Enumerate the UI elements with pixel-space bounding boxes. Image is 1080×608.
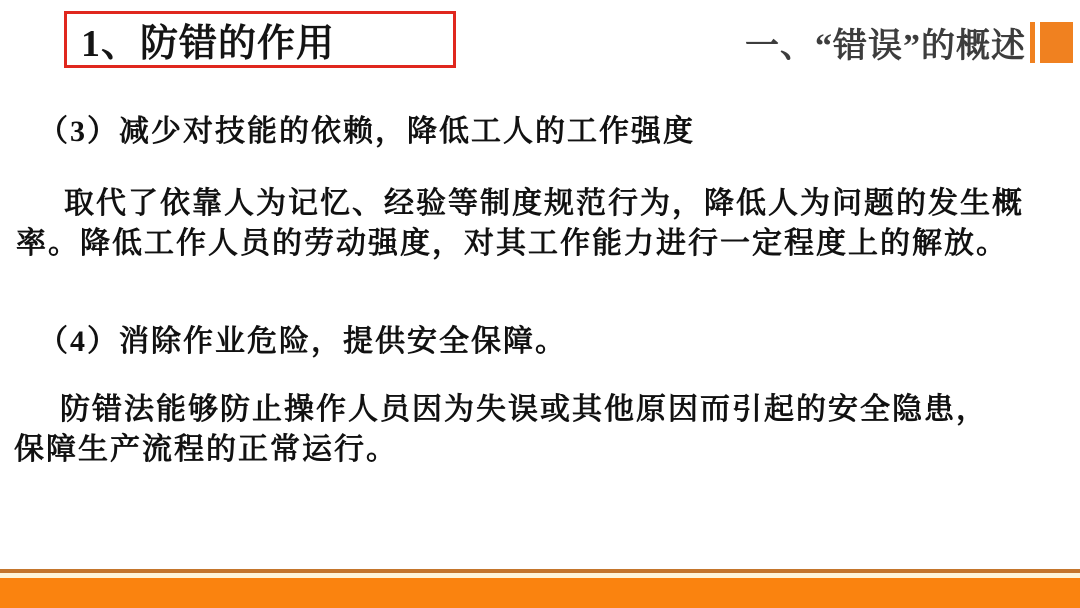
paragraph-2 [14,390,988,470]
paragraph-2-line-2: 保障生产流程的正常运行。 [14,433,398,466]
paragraph-2-line-1: 防错法能够防止操作人员因为失误或其他原因而引起的安全隐患， [60,393,988,426]
paragraph-1-line-2: 率。降低工作人员的劳动强度，对其工作能力进行一定程度上的解放。 [16,227,1008,260]
accent-square-icon [1040,22,1073,63]
slide-title: 1、防错的作用 [81,23,336,65]
point-3-heading: （3）减少对技能的依赖，降低工人的工作强度 [38,115,695,148]
section-header [745,20,1073,64]
section-header-text: 一、“错误”的概述 [745,27,1026,65]
title-box [64,11,456,68]
paragraph-1-line-1: 取代了依靠人为记忆、经验等制度规范行为，降低人为问题的发生概 [64,187,1024,220]
point-4-heading: （4）消除作业危险，提供安全保障。 [38,325,567,358]
paragraph-1 [16,184,1024,264]
footer-bar [0,578,1080,608]
accent-bar-icon [1030,22,1035,63]
